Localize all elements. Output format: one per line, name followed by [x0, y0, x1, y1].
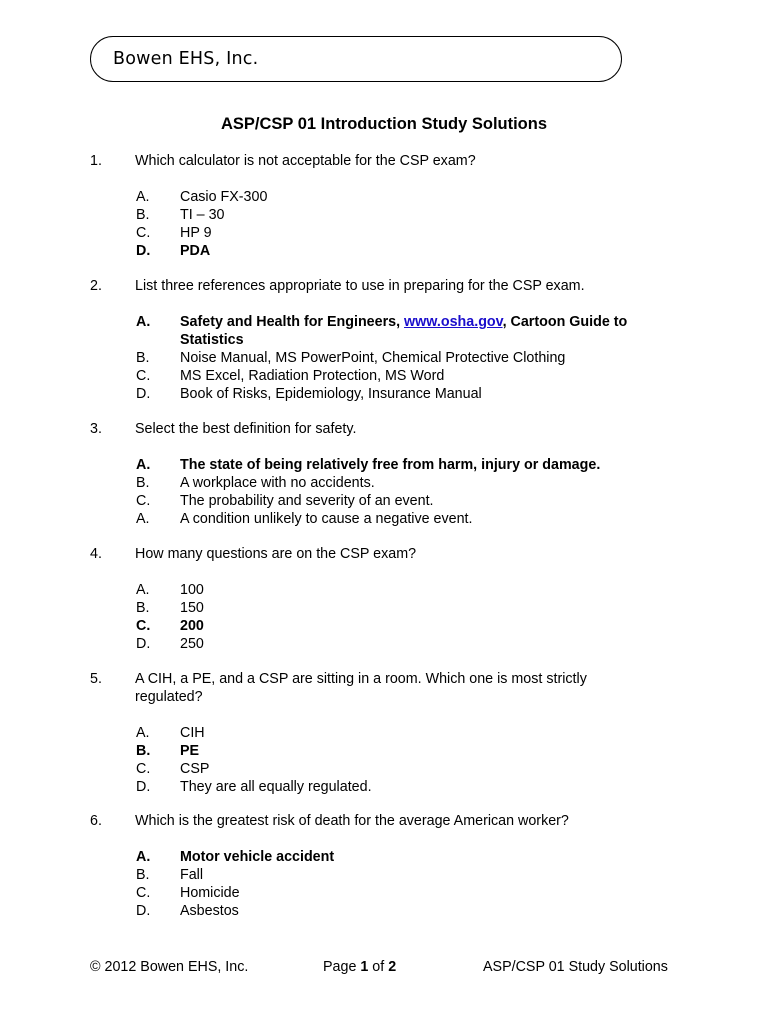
option-text: Casio FX-300 — [180, 189, 268, 205]
question-number: 1. — [90, 153, 102, 169]
option-letter: C. — [136, 761, 151, 777]
page-of: of — [368, 959, 389, 975]
answer-option — [0, 760, 768, 778]
option-text-part: , Cartoon Guide to Statistics — [180, 314, 628, 348]
option-letter: A. — [136, 582, 150, 598]
option-letter: D. — [136, 636, 151, 652]
answer-options — [0, 456, 768, 528]
option-letter: D. — [136, 386, 151, 402]
answer-options — [0, 188, 768, 260]
answer-option — [0, 884, 768, 902]
answer-option — [0, 206, 768, 224]
answer-option — [0, 385, 768, 403]
option-letter: B. — [136, 350, 150, 366]
answer-options — [0, 581, 768, 653]
option-text: Noise Manual, MS PowerPoint, Chemical Protective Clothing — [180, 350, 566, 366]
option-letter: A. — [136, 189, 150, 205]
answer-option — [0, 599, 768, 617]
option-text: Fall — [180, 867, 204, 883]
option-letter: D. — [136, 779, 151, 795]
page-total: 2 — [388, 959, 397, 975]
question-text: Which calculator is not acceptable for the CSP exam? — [135, 153, 476, 169]
option-letter: C. — [136, 618, 151, 634]
option-text: Homicide — [180, 885, 240, 901]
option-text: The probability and severity of an event. — [180, 493, 434, 509]
question-text: List three references appropriate to use in preparing for the CSP exam. — [135, 278, 585, 294]
option-text: HP 9 — [180, 225, 212, 241]
company-name: Bowen EHS, Inc. — [113, 49, 259, 69]
option-text: CSP — [180, 761, 210, 777]
osha-link[interactable]: www.osha.gov — [404, 314, 503, 330]
option-letter: C. — [136, 225, 151, 241]
option-text: MS Excel, Radiation Protection, MS Word — [180, 368, 445, 384]
option-text-part: Safety and Health for Engineers, — [180, 314, 405, 330]
answer-option — [0, 510, 768, 528]
document-title: ASP/CSP 01 Introduction Study Solutions — [220, 115, 548, 133]
answer-option — [0, 474, 768, 492]
option-text: Motor vehicle accident — [180, 849, 335, 865]
option-letter: A. — [136, 457, 151, 473]
option-text: Asbestos — [180, 903, 239, 919]
footer-page-number — [323, 959, 396, 975]
answer-option — [0, 492, 768, 510]
answer-options — [0, 848, 768, 920]
option-text: TI – 30 — [180, 207, 225, 223]
option-letter: B. — [136, 743, 151, 759]
answer-option — [0, 188, 768, 206]
option-letter: C. — [136, 493, 151, 509]
correct-answer-option — [0, 617, 768, 635]
question-text: How many questions are on the CSP exam? — [135, 546, 417, 562]
header-box — [90, 36, 622, 82]
answer-option — [0, 724, 768, 742]
question-number: 2. — [90, 278, 102, 294]
option-text: 200 — [180, 618, 204, 634]
option-letter: B. — [136, 475, 150, 491]
correct-answer-option — [0, 742, 768, 760]
answer-option — [0, 635, 768, 653]
correct-answer-option — [0, 242, 768, 260]
question-number: 4. — [90, 546, 102, 562]
answer-option — [0, 367, 768, 385]
answer-option — [0, 902, 768, 920]
footer-doc-name: ASP/CSP 01 Study Solutions — [483, 959, 668, 975]
option-text: Book of Risks, Epidemiology, Insurance Manual — [180, 386, 482, 402]
option-text: They are all equally regulated. — [180, 779, 372, 795]
answer-options — [0, 724, 768, 796]
correct-answer-option — [0, 848, 768, 866]
option-letter: D. — [136, 903, 151, 919]
footer-copyright: © 2012 Bowen EHS, Inc. — [90, 959, 249, 975]
option-letter: A. — [136, 849, 151, 865]
page-prefix: Page — [323, 959, 361, 975]
option-text: PDA — [180, 243, 211, 259]
option-text: CIH — [180, 725, 205, 741]
answer-option — [0, 349, 768, 367]
answer-option — [0, 866, 768, 884]
answer-option — [0, 581, 768, 599]
option-letter: B. — [136, 207, 150, 223]
correct-answer-option — [0, 313, 768, 349]
page-current: 1 — [360, 959, 369, 975]
correct-answer-option — [0, 456, 768, 474]
option-text: 150 — [180, 600, 204, 616]
option-letter: A. — [136, 314, 151, 330]
option-letter: C. — [136, 885, 151, 901]
question-number: 3. — [90, 421, 102, 437]
option-text: A workplace with no accidents. — [180, 475, 375, 491]
question-number: 5. — [90, 671, 102, 687]
question-text: Select the best definition for safety. — [135, 421, 357, 437]
option-text: PE — [180, 743, 200, 759]
option-text: A condition unlikely to cause a negative event. — [180, 511, 473, 527]
option-letter: B. — [136, 867, 150, 883]
option-letter: C. — [136, 368, 151, 384]
option-letter: D. — [136, 243, 151, 259]
option-letter: A. — [136, 725, 150, 741]
answer-option — [0, 778, 768, 796]
question-text: A CIH, a PE, and a CSP are sitting in a room. Which one is most strictly regulated? — [135, 671, 587, 705]
question-number: 6. — [90, 813, 102, 829]
option-letter: B. — [136, 600, 150, 616]
option-text: 100 — [180, 582, 204, 598]
option-text: The state of being relatively free from harm, injury or damage. — [180, 457, 601, 473]
option-text — [180, 313, 660, 349]
option-text: 250 — [180, 636, 204, 652]
answer-option — [0, 224, 768, 242]
question-text: Which is the greatest risk of death for the average American worker? — [135, 813, 569, 829]
option-letter: A. — [136, 511, 150, 527]
answer-options — [0, 313, 768, 403]
